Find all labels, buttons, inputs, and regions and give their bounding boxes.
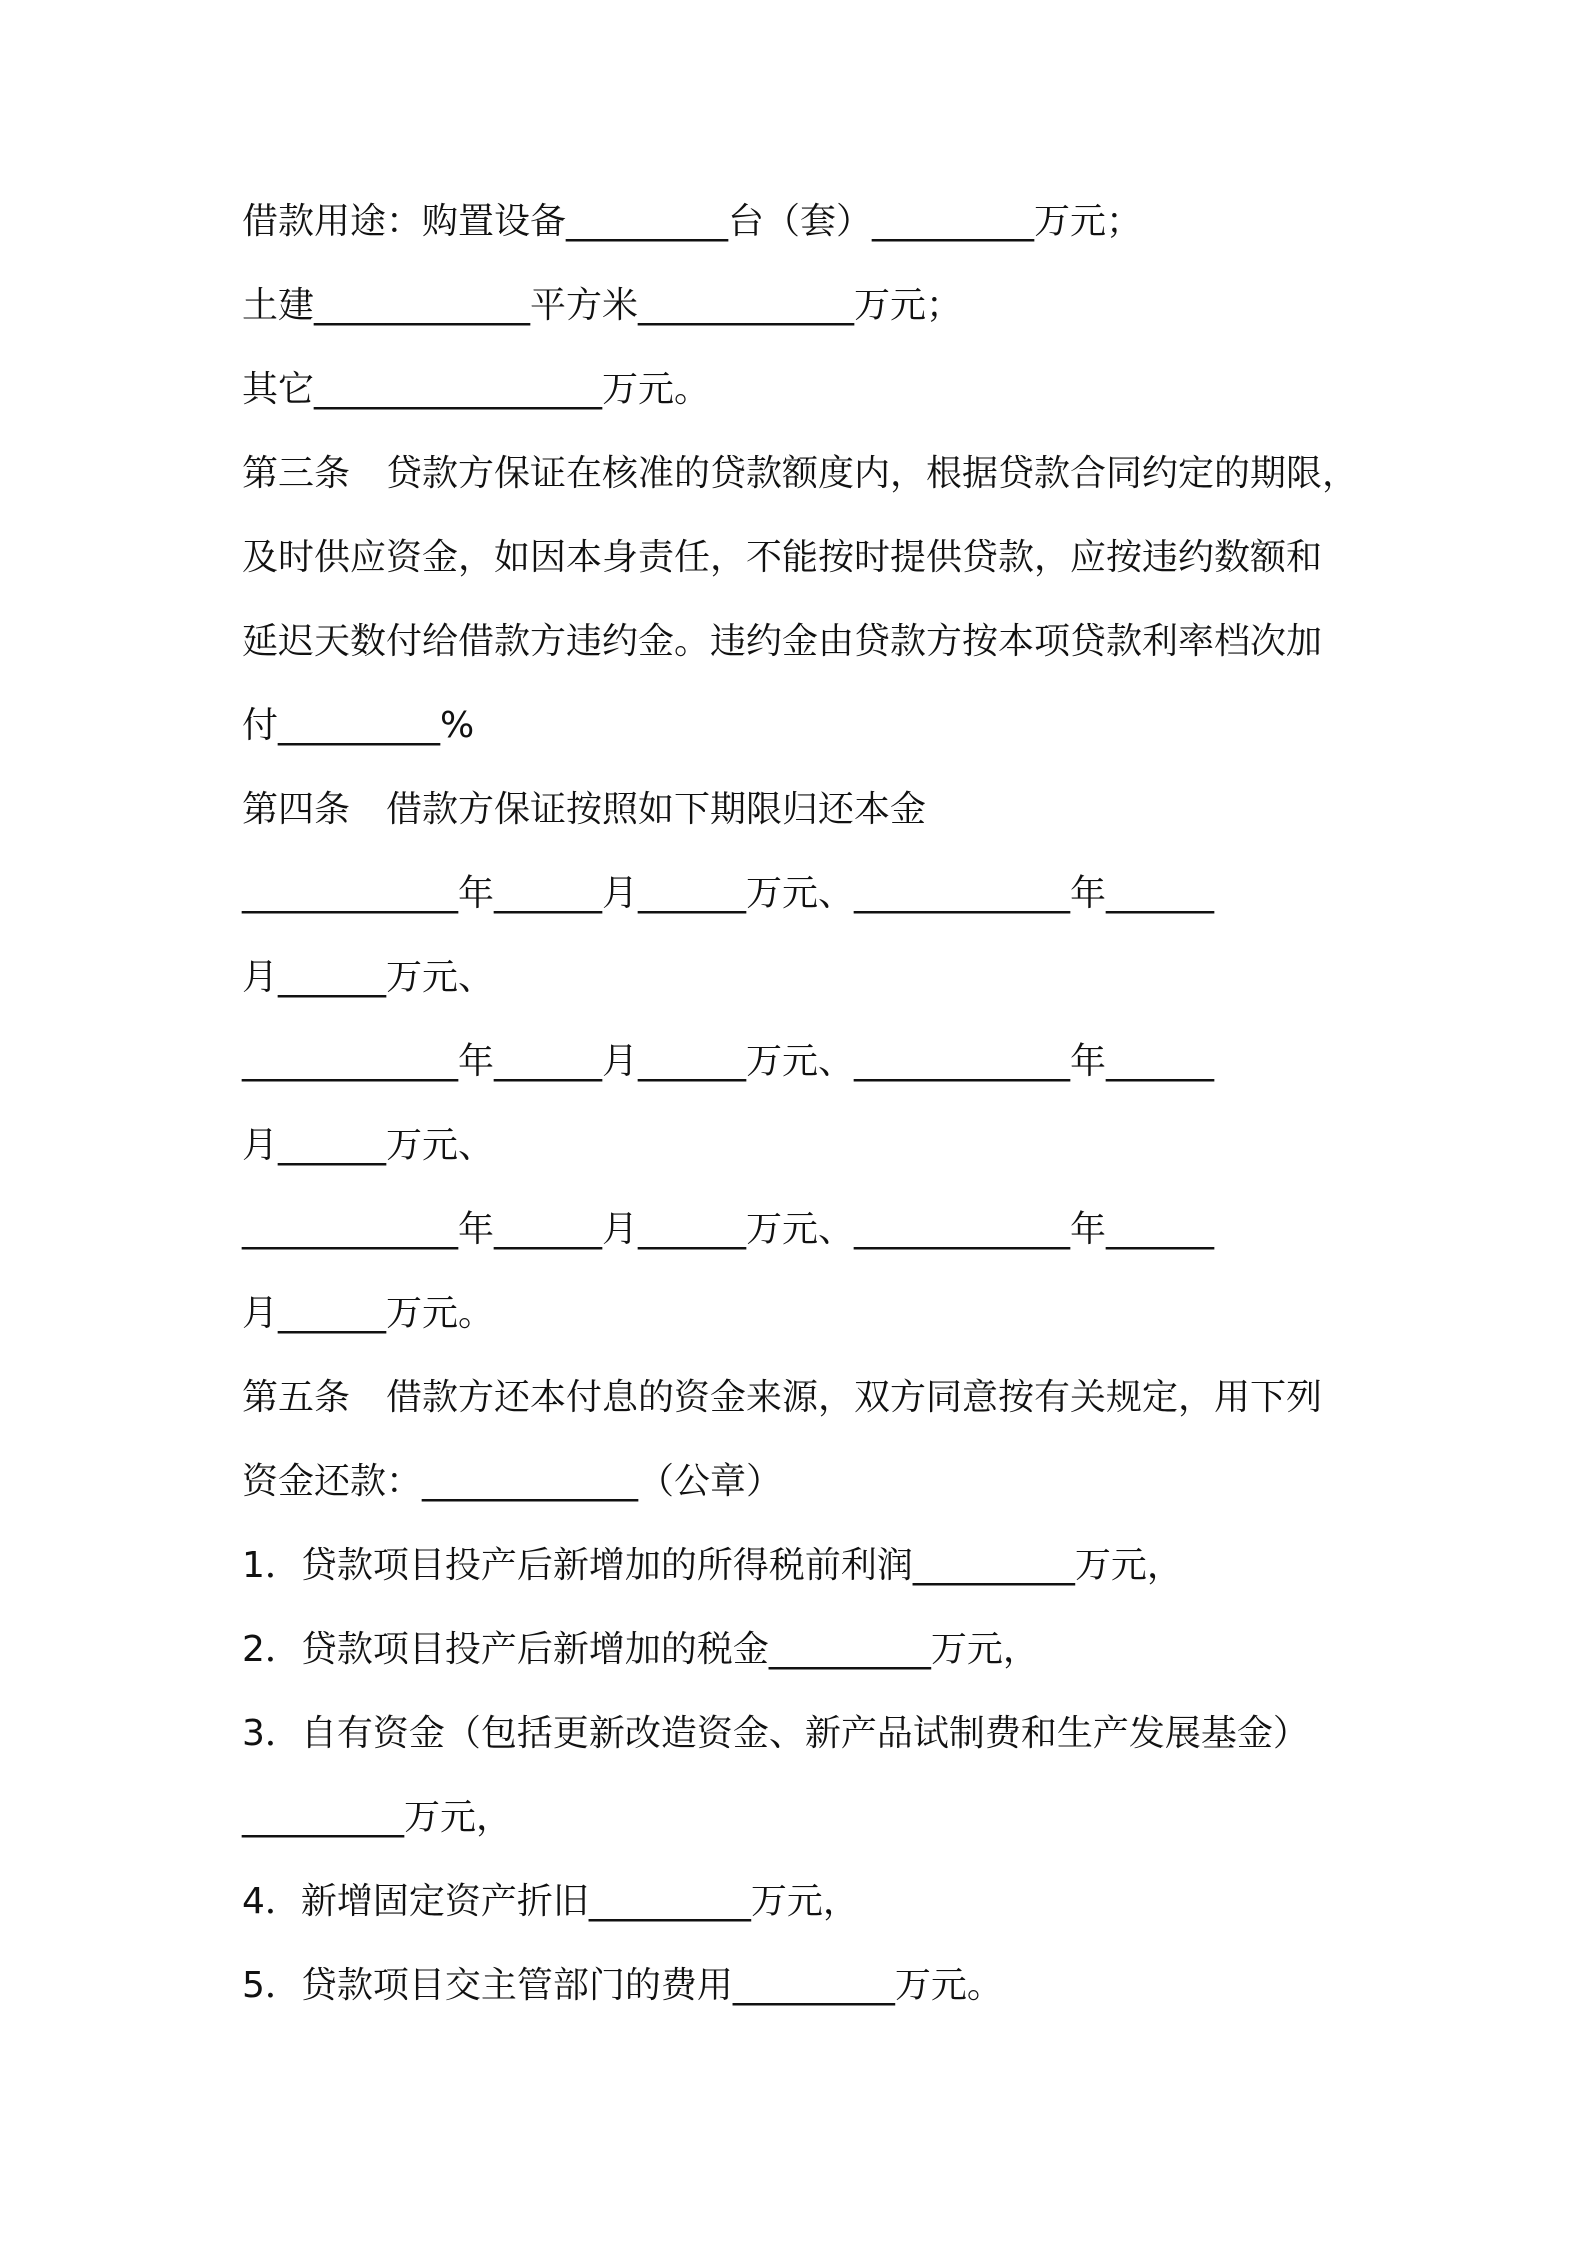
article-3-line-3: 延迟天数付给借款方违约金。违约金由贷款方按本项贷款利率档次加	[242, 621, 1323, 662]
article-3-line-4: 付_________%	[242, 705, 475, 746]
funding-item-3-amount: _________万元，	[242, 1797, 513, 1838]
repayment-schedule-line-1: ____________年______月______万元、____________年______	[242, 873, 1215, 914]
repayment-schedule-line-2: 月______万元、	[242, 957, 495, 998]
repayment-schedule-line-3: ____________年______月______万元、____________年______	[242, 1041, 1215, 1082]
article-5-line-2: 资金还款：____________（公章）	[242, 1461, 783, 1502]
article-4-heading: 第四条 借款方保证按照如下期限归还本金	[242, 789, 927, 830]
funding-item-4: 4．新增固定资产折旧_________万元，	[242, 1881, 859, 1922]
repayment-schedule-line-6: 月______万元。	[242, 1293, 495, 1334]
funding-item-3: 3．自有资金（包括更新改造资金、新产品试制费和生产发展基金）	[242, 1713, 1309, 1754]
article-5-line-1: 第五条 借款方还本付息的资金来源，双方同意按有关规定，用下列	[242, 1377, 1323, 1418]
loan-purpose-line: 借款用途：购置设备_________台（套）_________万元；	[242, 201, 1143, 242]
article-3-line-2: 及时供应资金，如因本身责任，不能按时提供贷款，应按违约数额和	[242, 537, 1323, 578]
repayment-schedule-line-4: 月______万元、	[242, 1125, 495, 1166]
funding-item-1: 1．贷款项目投产后新增加的所得税前利润_________万元，	[242, 1545, 1183, 1586]
article-3-line-1: 第三条 贷款方保证在核准的贷款额度内，根据贷款合同约定的期限，	[242, 453, 1359, 494]
repayment-schedule-line-5: ____________年______月______万元、____________年______	[242, 1209, 1215, 1250]
other-line: 其它________________万元。	[242, 369, 711, 410]
funding-item-2: 2．贷款项目投产后新增加的税金_________万元，	[242, 1629, 1039, 1670]
construction-line: 土建____________平方米____________万元；	[242, 285, 963, 326]
funding-item-5: 5．贷款项目交主管部门的费用_________万元。	[242, 1965, 1003, 2006]
